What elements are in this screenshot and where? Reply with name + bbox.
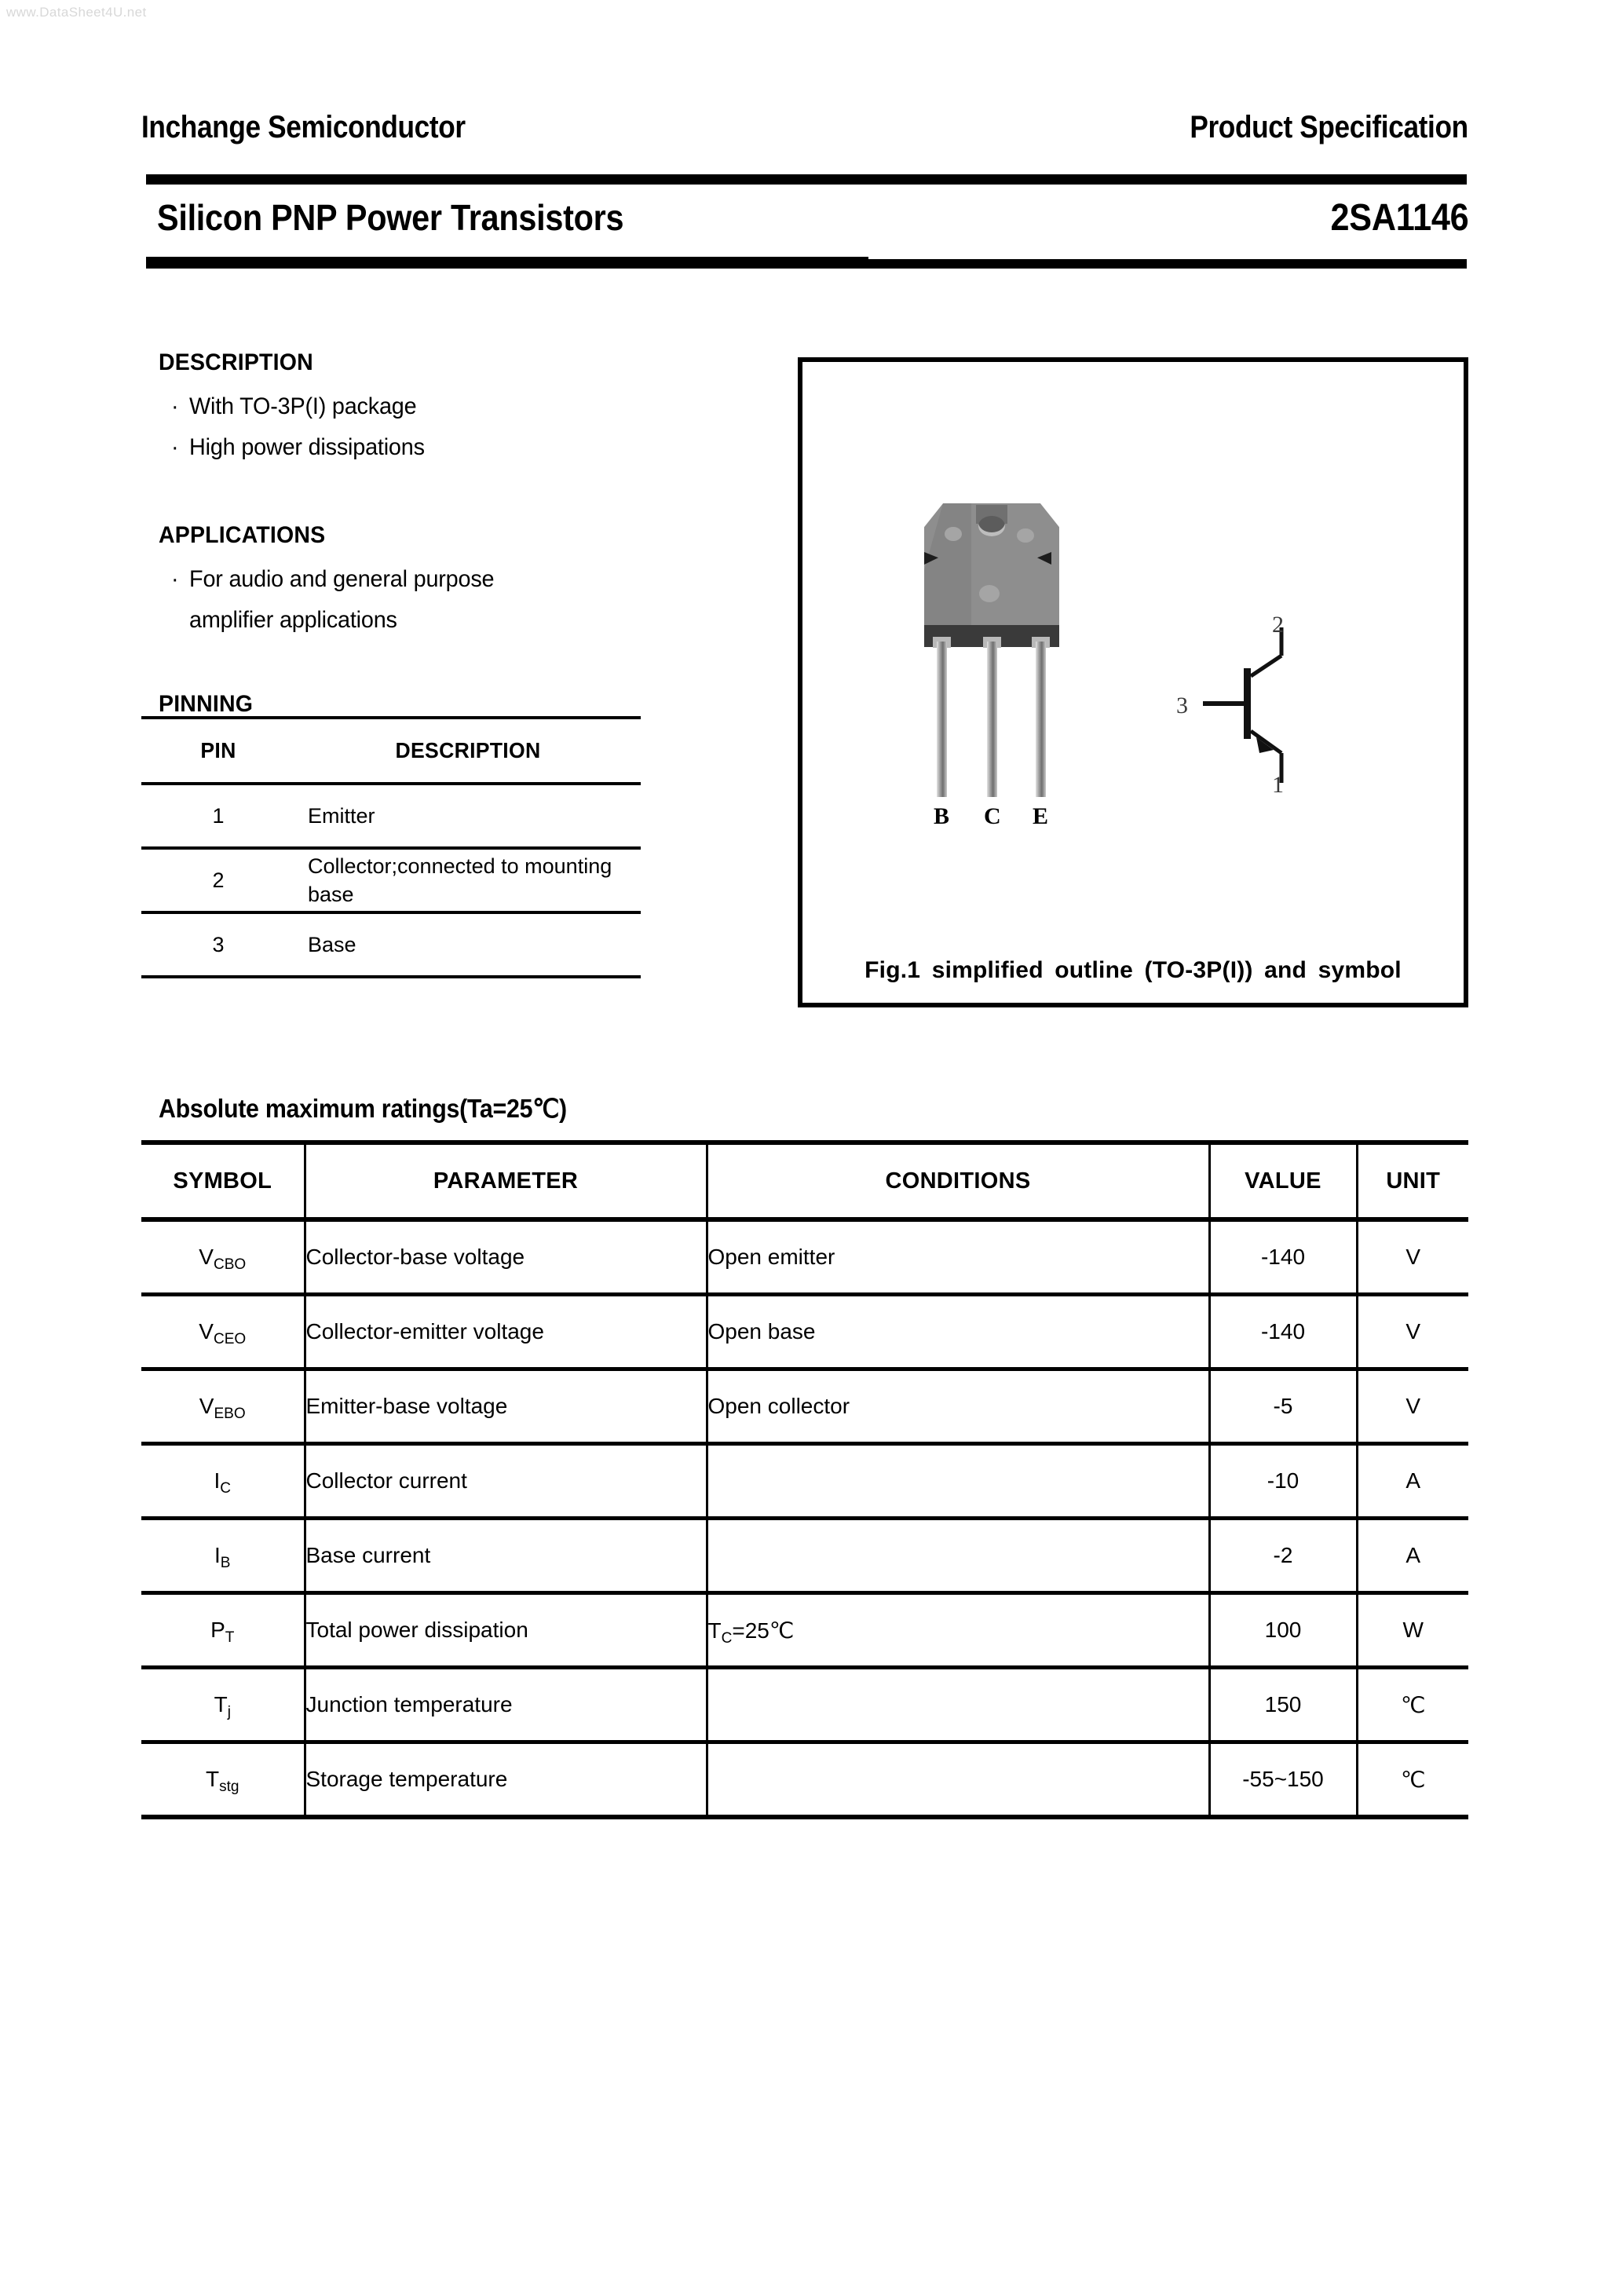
list-item-label: High power dissipations [189, 434, 425, 460]
list-item [171, 386, 425, 427]
rating-unit: V [1357, 1369, 1468, 1444]
part-number: 2SA1146 [1330, 197, 1468, 239]
rating-conditions [707, 1742, 1209, 1818]
package-pin-label-c: C [984, 803, 1001, 829]
watermark-text: www.DataSheet4U.net [6, 5, 147, 20]
table-row [141, 1295, 1468, 1369]
rating-symbol: $P_T$ [141, 1593, 305, 1668]
package-lead [987, 642, 997, 797]
table-header-row [141, 1143, 1468, 1219]
package-pin-label-e: E [1033, 803, 1049, 829]
rating-unit: V [1357, 1295, 1468, 1369]
rating-unit: W [1357, 1593, 1468, 1668]
column-header-pin: PIN [145, 718, 291, 784]
package-dimple [945, 527, 962, 541]
figure-box [798, 357, 1468, 1007]
rating-parameter: Junction temperature [305, 1668, 707, 1742]
rating-unit: ℃ [1357, 1668, 1468, 1742]
table-row [141, 1444, 1468, 1519]
bullet-icon: · [171, 434, 179, 460]
rating-unit: A [1357, 1519, 1468, 1593]
rating-symbol: $I_B$ [141, 1519, 305, 1593]
page-header [141, 110, 1468, 145]
title-row [157, 196, 1468, 239]
ratings-title: Absolute maximum ratings(Ta=25℃) [159, 1094, 567, 1123]
rating-conditions: $T_C=25℃$ [707, 1593, 1209, 1668]
rating-conditions [707, 1668, 1209, 1742]
rating-parameter: Collector current [305, 1444, 707, 1519]
pin-description: Collector;connected to mounting base [295, 848, 641, 912]
rating-conditions: Open emitter [707, 1219, 1209, 1295]
applications-list [171, 559, 508, 641]
rating-parameter: Emitter-base voltage [305, 1369, 707, 1444]
table-row [141, 912, 641, 977]
list-item-label: amplifier applications [189, 607, 397, 633]
rating-symbol: $V_{CBO}$ [141, 1219, 305, 1295]
rating-symbol: $I_C$ [141, 1444, 305, 1519]
column-header-conditions: CONDITIONS [707, 1143, 1209, 1219]
rating-value: -2 [1209, 1519, 1357, 1593]
bullet-icon: · [171, 566, 179, 592]
table-header-row [141, 718, 641, 784]
pin-description: Emitter [295, 784, 641, 848]
figure-caption: Fig.1 simplified outline (TO-3P(I)) and symbol [865, 957, 1402, 983]
rating-symbol: $V_{CEO}$ [141, 1295, 305, 1369]
column-header-parameter: PARAMETER [305, 1143, 707, 1219]
list-item [171, 559, 494, 600]
rating-value: -140 [1209, 1219, 1357, 1295]
bullet-icon: · [171, 393, 179, 419]
package-dimple [1017, 528, 1034, 543]
rating-conditions: Open base [707, 1295, 1209, 1369]
company-name: Inchange Semiconductor [141, 110, 466, 144]
rating-parameter: Collector-emitter voltage [305, 1295, 707, 1369]
description-list [171, 386, 435, 468]
rating-value: 100 [1209, 1593, 1357, 1668]
pinning-table [141, 716, 641, 978]
rating-value: -140 [1209, 1295, 1357, 1369]
transistor-symbol-diagram [1172, 612, 1344, 816]
package-dimple [979, 585, 1000, 602]
package-pin-label-b: B [934, 803, 950, 829]
rating-value: 150 [1209, 1668, 1357, 1742]
header-rule-top [146, 174, 1467, 185]
column-header-symbol: SYMBOL [141, 1143, 305, 1219]
table-row [141, 784, 641, 848]
rating-parameter: Collector-base voltage [305, 1219, 707, 1295]
rating-unit: V [1357, 1219, 1468, 1295]
rating-parameter: Total power dissipation [305, 1593, 707, 1668]
pin-description: Base [295, 912, 641, 977]
rating-value: -5 [1209, 1369, 1357, 1444]
rating-symbol: $T_j$ [141, 1668, 305, 1742]
pin-number: 2 [141, 848, 295, 912]
header-rule-bottom-right [868, 259, 1467, 269]
pnp-symbol-icon [1172, 612, 1344, 816]
symbol-pin-label-collector: 2 [1272, 612, 1284, 638]
rating-symbol: $V_{EBO}$ [141, 1369, 305, 1444]
rating-symbol: $T_{stg}$ [141, 1742, 305, 1818]
transistor-package-image [916, 503, 1066, 841]
table-row [141, 1219, 1468, 1295]
description-heading: DESCRIPTION [159, 349, 313, 375]
table-row [141, 1668, 1468, 1742]
applications-heading: APPLICATIONS [159, 522, 326, 548]
package-lead [1036, 642, 1046, 797]
column-header-value: VALUE [1209, 1143, 1357, 1219]
pin-number: 3 [141, 912, 295, 977]
table-row [141, 1369, 1468, 1444]
table-row [141, 1742, 1468, 1818]
list-item-label: For audio and general purpose [189, 566, 495, 592]
rating-conditions [707, 1444, 1209, 1519]
symbol-pin-label-emitter: 1 [1272, 772, 1284, 798]
mounting-hole-icon [978, 516, 1005, 536]
column-header-description: DESCRIPTION [304, 718, 632, 784]
table-row [141, 1519, 1468, 1593]
ratings-table-wrapper [141, 1140, 1468, 1819]
column-header-unit: UNIT [1357, 1143, 1468, 1219]
rating-conditions [707, 1519, 1209, 1593]
rating-unit: ℃ [1357, 1742, 1468, 1818]
rating-value: -55~150 [1209, 1742, 1357, 1818]
package-lead [937, 642, 947, 797]
list-item-label: With TO-3P(I) package [189, 393, 417, 419]
list-item [171, 427, 425, 468]
symbol-pin-label-base: 3 [1176, 693, 1188, 718]
rating-value: -10 [1209, 1444, 1357, 1519]
document-type: Product Specification [1190, 110, 1468, 144]
header-rule-bottom-left [146, 257, 868, 269]
absolute-maximum-ratings-table [141, 1140, 1468, 1819]
rating-conditions: Open collector [707, 1369, 1209, 1444]
page-title: Silicon PNP Power Transistors [157, 197, 624, 238]
rating-parameter: Base current [305, 1519, 707, 1593]
pin-number: 1 [141, 784, 295, 848]
rating-unit: A [1357, 1444, 1468, 1519]
rating-parameter: Storage temperature [305, 1742, 707, 1818]
table-row [141, 1593, 1468, 1668]
pinning-heading: PINNING [159, 691, 254, 717]
list-item-continued [171, 600, 494, 641]
table-row [141, 848, 641, 912]
